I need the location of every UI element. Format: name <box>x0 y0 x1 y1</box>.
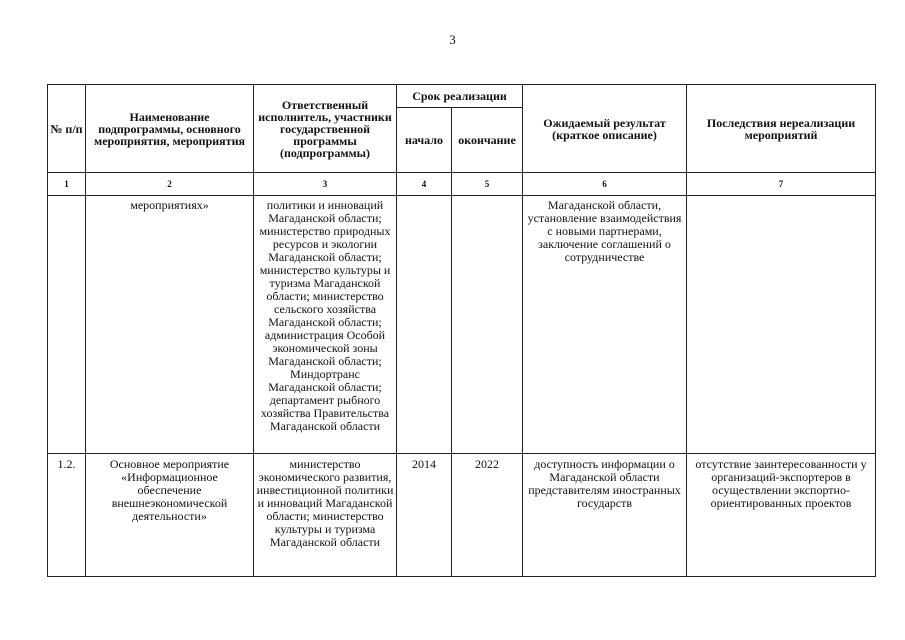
header-name: Наименование подпрограммы, основного мероприятия, мероприятия <box>86 85 254 173</box>
column-number: 2 <box>86 173 254 196</box>
column-number: 3 <box>254 173 397 196</box>
header-row-1 <box>48 85 876 108</box>
header-result: Ожидаемый результат (краткое описание) <box>523 85 687 173</box>
header-term: Срок реализации <box>397 85 523 108</box>
header-num: № п/п <box>48 85 86 173</box>
row-consequences: отсутствие заинтересованности у организаций-экспортеров в осуществлении экспортно-ориентированных проектов <box>687 454 876 577</box>
row-name: Основное мероприятие «Информационное обеспечение внешнеэкономической деятельности» <box>86 454 254 577</box>
row-executor: политики и инноваций Магаданской области; министерство природных ресурсов и экологии Магаданской области; министерство культуры и туризма Магаданской области; министерство сельского хозяйства Магаданской области; администрация Особой экономической зоны Магаданской области; Миндортранс Магаданской области; департамент рыбного хозяйства Правительства Магаданской области <box>254 196 397 454</box>
page-number: 3 <box>449 32 456 47</box>
column-number: 4 <box>397 173 452 196</box>
column-number: 5 <box>452 173 523 196</box>
row-name: мероприятиях» <box>86 196 254 454</box>
row-end: 2022 <box>452 454 523 577</box>
row-result: доступность информации о Магаданской области представителям иностранных государств <box>523 454 687 577</box>
row-end <box>452 196 523 454</box>
header-executor: Ответственный исполнитель, участники государственной программы (подпрограммы) <box>254 85 397 173</box>
column-number-row <box>48 173 876 196</box>
table-row <box>48 196 876 454</box>
row-result: Магаданской области, установление взаимодействия с новыми партнерами, заключение соглашений о сотрудничестве <box>523 196 687 454</box>
row-consequences <box>687 196 876 454</box>
column-number: 6 <box>523 173 687 196</box>
column-number: 7 <box>687 173 876 196</box>
row-start: 2014 <box>397 454 452 577</box>
row-executor: министерство экономического развития, инвестиционной политики и инноваций Магаданской области; министерство культуры и туризма Магаданской области <box>254 454 397 577</box>
row-num <box>48 196 86 454</box>
header-consequences: Последствия нереализации мероприятий <box>687 85 876 173</box>
row-num: 1.2. <box>48 454 86 577</box>
header-end: окончание <box>452 108 523 173</box>
column-number: 1 <box>48 173 86 196</box>
header-start: начало <box>397 108 452 173</box>
program-activities-table <box>47 84 876 577</box>
table-row <box>48 454 876 577</box>
row-start <box>397 196 452 454</box>
